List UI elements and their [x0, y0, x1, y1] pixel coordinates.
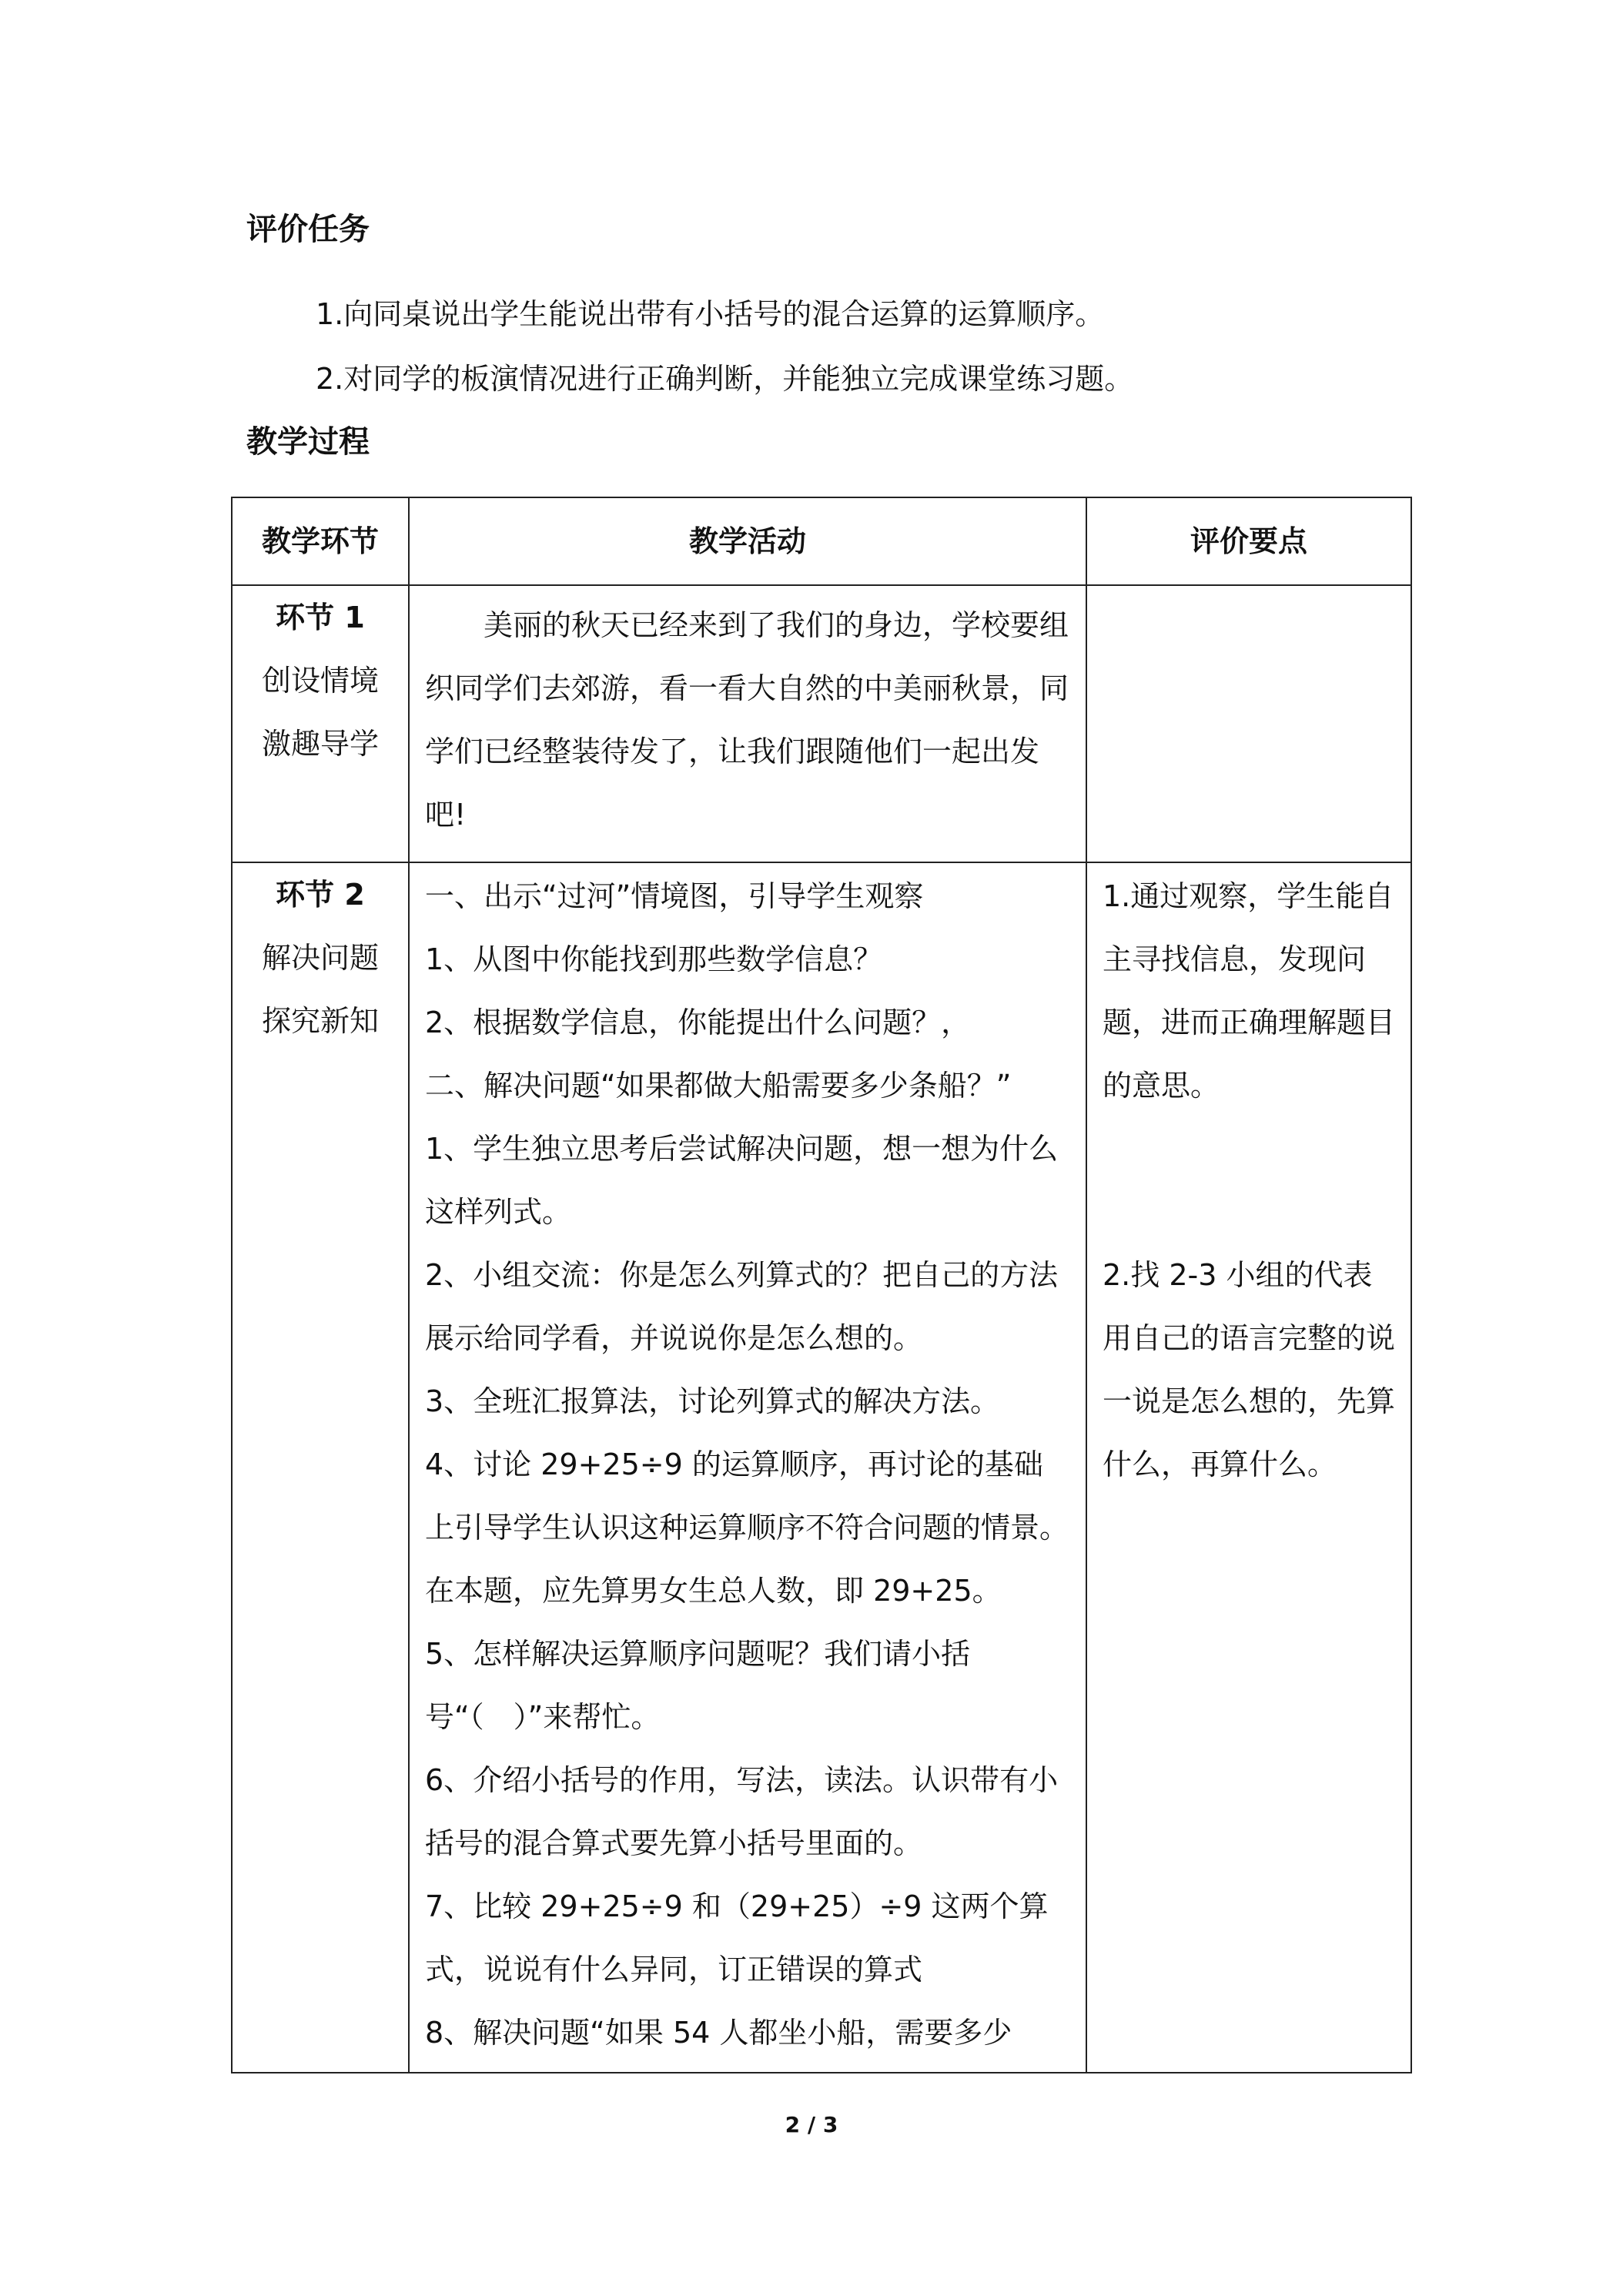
lesson-table — [231, 497, 1412, 2073]
point-spacer — [1103, 1117, 1395, 1243]
activity-item: 二、解决问题“如果都做大船需要多少条船？” — [425, 1069, 1012, 1103]
step-line: 激趣导学 — [261, 727, 379, 761]
evaluation-task-1: 1.向同桌说出学生能说出带有小括号的混合运算的运算顺序。 — [316, 297, 1105, 331]
header-evaluation-points: 评价要点 — [1086, 497, 1411, 585]
activity-item: 一、出示“过河”情境图，引导学生观察 — [425, 879, 924, 913]
process-heading: 教学过程 — [246, 424, 370, 460]
activity-item: 1、学生独立思考后尝试解决问题，想一想为什么这样列式。 — [425, 1132, 1059, 1229]
header-activities: 教学活动 — [409, 497, 1086, 585]
step-title: 环节 1 — [276, 601, 365, 634]
step-line: 创设情境 — [261, 664, 379, 698]
table-row — [232, 862, 1411, 2073]
evaluation-task-2: 2.对同学的板演情况进行正确判断，并能独立完成课堂练习题。 — [316, 362, 1134, 396]
step-line: 探究新知 — [261, 1004, 379, 1038]
step-cell — [232, 862, 409, 2073]
step-line: 解决问题 — [261, 941, 379, 975]
activity-item: 6、介绍小括号的作用，写法，读法。认识带有小括号的混合算式要先算小括号里面的。 — [425, 1763, 1059, 1860]
activities-cell — [409, 862, 1086, 2073]
activity-item: 2、小组交流：你是怎么列算式的？把自己的方法展示给同学看，并说说你是怎么想的。 — [425, 1258, 1059, 1355]
activity-item: 1、从图中你能找到那些数学信息？ — [425, 942, 883, 976]
step-cell — [232, 585, 409, 862]
points-cell — [1086, 862, 1411, 2073]
activity-item: 7、比较 29+25÷9 和（29+25）÷9 这两个算式，说说有什么异同，订正错误的算式 — [425, 1889, 1049, 1986]
evaluation-heading: 评价任务 — [246, 212, 370, 247]
activity-item: 3、全班汇报算法，讨论列算式的解决方法。 — [425, 1384, 1000, 1418]
evaluation-point: 1.通过观察，学生能自主寻找信息，发现问题，进而正确理解题目的意思。 — [1103, 879, 1396, 1103]
activities-cell: 美丽的秋天已经来到了我们的身边，学校要组织同学们去郊游，看一看大自然的中美丽秋景，同学们已经整装待发了，让我们跟随他们一起出发吧! — [409, 585, 1086, 862]
points-cell — [1086, 585, 1411, 862]
step-title: 环节 2 — [276, 878, 365, 912]
header-step: 教学环节 — [232, 497, 409, 585]
table-row — [232, 585, 1411, 862]
activity-item: 4、讨论 29+25÷9 的运算顺序，再讨论的基础上引导学生认识这种运算顺序不符合问题的情景。在本题，应先算男女生总人数，即 29+25。 — [425, 1448, 1069, 1608]
activity-item: 5、怎样解决运算顺序问题呢？我们请小括号“（ ）”来帮忙。 — [425, 1637, 971, 1734]
table-header-row — [232, 497, 1411, 585]
activity-item: 8、解决问题“如果 54 人都坐小船，需要多少 — [425, 2016, 1012, 2050]
page-number: 2 / 3 — [785, 2112, 838, 2137]
activity-item: 2、根据数学信息，你能提出什么问题？， — [425, 1006, 971, 1039]
evaluation-point: 2.找 2-3 小组的代表用自己的语言完整的说一说是怎么想的，先算什么，再算什么。 — [1103, 1258, 1396, 1481]
